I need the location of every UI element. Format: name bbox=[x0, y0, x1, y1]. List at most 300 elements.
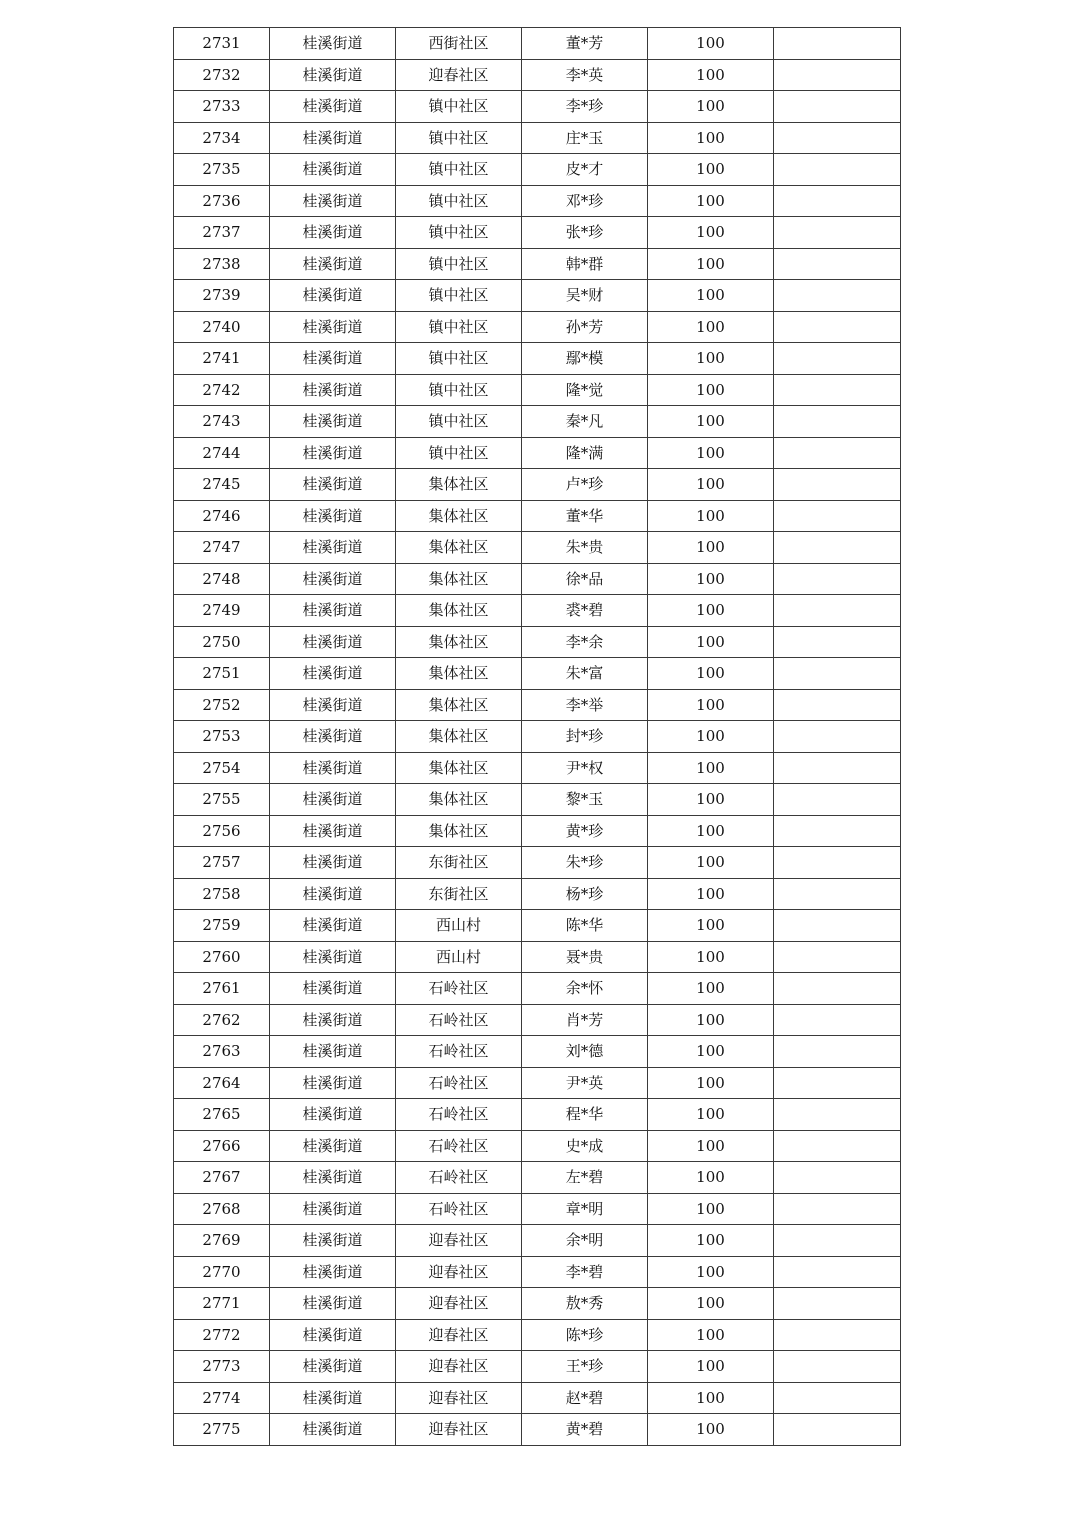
cell-person-name: 鄢*模 bbox=[522, 343, 648, 375]
cell-amount: 100 bbox=[648, 1036, 774, 1068]
cell-street: 桂溪街道 bbox=[270, 1036, 396, 1068]
table-row bbox=[174, 280, 901, 312]
cell-street: 桂溪街道 bbox=[270, 1130, 396, 1162]
cell-community: 石岭社区 bbox=[396, 973, 522, 1005]
table-row bbox=[174, 847, 901, 879]
cell-note bbox=[774, 1256, 901, 1288]
cell-community: 迎春社区 bbox=[396, 1256, 522, 1288]
cell-amount: 100 bbox=[648, 1319, 774, 1351]
table-row bbox=[174, 1036, 901, 1068]
cell-street: 桂溪街道 bbox=[270, 122, 396, 154]
cell-community: 迎春社区 bbox=[396, 1225, 522, 1257]
cell-person-name: 赵*碧 bbox=[522, 1382, 648, 1414]
cell-amount: 100 bbox=[648, 1351, 774, 1383]
cell-amount: 100 bbox=[648, 784, 774, 816]
cell-person-name: 李*碧 bbox=[522, 1256, 648, 1288]
cell-community: 石岭社区 bbox=[396, 1004, 522, 1036]
cell-serial-number: 2752 bbox=[174, 689, 270, 721]
cell-street: 桂溪街道 bbox=[270, 1193, 396, 1225]
cell-street: 桂溪街道 bbox=[270, 941, 396, 973]
cell-person-name: 肖*芳 bbox=[522, 1004, 648, 1036]
cell-note bbox=[774, 1130, 901, 1162]
cell-note bbox=[774, 217, 901, 249]
cell-amount: 100 bbox=[648, 469, 774, 501]
cell-note bbox=[774, 689, 901, 721]
cell-note bbox=[774, 1162, 901, 1194]
cell-amount: 100 bbox=[648, 1130, 774, 1162]
cell-amount: 100 bbox=[648, 437, 774, 469]
cell-note bbox=[774, 721, 901, 753]
cell-amount: 100 bbox=[648, 563, 774, 595]
cell-serial-number: 2769 bbox=[174, 1225, 270, 1257]
cell-serial-number: 2751 bbox=[174, 658, 270, 690]
cell-street: 桂溪街道 bbox=[270, 910, 396, 942]
cell-note bbox=[774, 752, 901, 784]
cell-community: 镇中社区 bbox=[396, 311, 522, 343]
cell-street: 桂溪街道 bbox=[270, 154, 396, 186]
cell-street: 桂溪街道 bbox=[270, 217, 396, 249]
cell-note bbox=[774, 1004, 901, 1036]
cell-community: 镇中社区 bbox=[396, 343, 522, 375]
cell-community: 集体社区 bbox=[396, 626, 522, 658]
cell-note bbox=[774, 1036, 901, 1068]
cell-note bbox=[774, 532, 901, 564]
table-row bbox=[174, 1319, 901, 1351]
cell-serial-number: 2764 bbox=[174, 1067, 270, 1099]
table-row bbox=[174, 658, 901, 690]
table-row bbox=[174, 815, 901, 847]
cell-community: 迎春社区 bbox=[396, 1351, 522, 1383]
cell-note bbox=[774, 1225, 901, 1257]
cell-amount: 100 bbox=[648, 847, 774, 879]
cell-note bbox=[774, 91, 901, 123]
cell-community: 石岭社区 bbox=[396, 1036, 522, 1068]
table-row bbox=[174, 311, 901, 343]
table-row bbox=[174, 1099, 901, 1131]
cell-serial-number: 2759 bbox=[174, 910, 270, 942]
cell-person-name: 敖*秀 bbox=[522, 1288, 648, 1320]
cell-community: 迎春社区 bbox=[396, 1288, 522, 1320]
cell-serial-number: 2739 bbox=[174, 280, 270, 312]
table-row bbox=[174, 1004, 901, 1036]
cell-amount: 100 bbox=[648, 1162, 774, 1194]
table-row bbox=[174, 500, 901, 532]
cell-community: 集体社区 bbox=[396, 595, 522, 627]
cell-community: 集体社区 bbox=[396, 784, 522, 816]
cell-serial-number: 2771 bbox=[174, 1288, 270, 1320]
table-row bbox=[174, 1288, 901, 1320]
table-row bbox=[174, 406, 901, 438]
cell-community: 镇中社区 bbox=[396, 280, 522, 312]
table-row bbox=[174, 1225, 901, 1257]
cell-person-name: 孙*芳 bbox=[522, 311, 648, 343]
table-row bbox=[174, 374, 901, 406]
cell-street: 桂溪街道 bbox=[270, 1351, 396, 1383]
roster-table bbox=[173, 27, 901, 1446]
cell-note bbox=[774, 595, 901, 627]
cell-amount: 100 bbox=[648, 217, 774, 249]
cell-serial-number: 2744 bbox=[174, 437, 270, 469]
cell-serial-number: 2750 bbox=[174, 626, 270, 658]
cell-person-name: 徐*品 bbox=[522, 563, 648, 595]
table-row bbox=[174, 626, 901, 658]
cell-community: 迎春社区 bbox=[396, 1382, 522, 1414]
cell-serial-number: 2740 bbox=[174, 311, 270, 343]
cell-note bbox=[774, 1288, 901, 1320]
cell-amount: 100 bbox=[648, 1099, 774, 1131]
cell-street: 桂溪街道 bbox=[270, 752, 396, 784]
cell-serial-number: 2755 bbox=[174, 784, 270, 816]
cell-amount: 100 bbox=[648, 122, 774, 154]
cell-note bbox=[774, 1067, 901, 1099]
table-row bbox=[174, 1067, 901, 1099]
cell-note bbox=[774, 59, 901, 91]
cell-note bbox=[774, 469, 901, 501]
cell-serial-number: 2766 bbox=[174, 1130, 270, 1162]
cell-person-name: 庄*玉 bbox=[522, 122, 648, 154]
cell-person-name: 董*芳 bbox=[522, 28, 648, 60]
cell-amount: 100 bbox=[648, 941, 774, 973]
cell-serial-number: 2774 bbox=[174, 1382, 270, 1414]
cell-amount: 100 bbox=[648, 28, 774, 60]
table-row bbox=[174, 1162, 901, 1194]
table-row bbox=[174, 973, 901, 1005]
cell-note bbox=[774, 311, 901, 343]
cell-person-name: 黎*玉 bbox=[522, 784, 648, 816]
cell-note bbox=[774, 122, 901, 154]
cell-person-name: 韩*群 bbox=[522, 248, 648, 280]
cell-serial-number: 2743 bbox=[174, 406, 270, 438]
cell-note bbox=[774, 374, 901, 406]
cell-street: 桂溪街道 bbox=[270, 343, 396, 375]
cell-community: 集体社区 bbox=[396, 658, 522, 690]
cell-community: 石岭社区 bbox=[396, 1162, 522, 1194]
cell-community: 集体社区 bbox=[396, 532, 522, 564]
cell-street: 桂溪街道 bbox=[270, 469, 396, 501]
cell-amount: 100 bbox=[648, 658, 774, 690]
cell-community: 东街社区 bbox=[396, 878, 522, 910]
cell-serial-number: 2762 bbox=[174, 1004, 270, 1036]
table-row bbox=[174, 595, 901, 627]
cell-note bbox=[774, 1319, 901, 1351]
cell-street: 桂溪街道 bbox=[270, 1256, 396, 1288]
cell-person-name: 李*余 bbox=[522, 626, 648, 658]
cell-street: 桂溪街道 bbox=[270, 1099, 396, 1131]
cell-serial-number: 2737 bbox=[174, 217, 270, 249]
cell-note bbox=[774, 658, 901, 690]
cell-serial-number: 2765 bbox=[174, 1099, 270, 1131]
cell-amount: 100 bbox=[648, 91, 774, 123]
cell-note bbox=[774, 437, 901, 469]
cell-person-name: 卢*珍 bbox=[522, 469, 648, 501]
cell-community: 集体社区 bbox=[396, 500, 522, 532]
cell-street: 桂溪街道 bbox=[270, 437, 396, 469]
cell-person-name: 刘*德 bbox=[522, 1036, 648, 1068]
cell-note bbox=[774, 1382, 901, 1414]
cell-community: 镇中社区 bbox=[396, 217, 522, 249]
table-row bbox=[174, 122, 901, 154]
table-row bbox=[174, 1193, 901, 1225]
cell-serial-number: 2738 bbox=[174, 248, 270, 280]
cell-street: 桂溪街道 bbox=[270, 374, 396, 406]
cell-note bbox=[774, 847, 901, 879]
cell-serial-number: 2735 bbox=[174, 154, 270, 186]
cell-person-name: 吴*财 bbox=[522, 280, 648, 312]
cell-amount: 100 bbox=[648, 1193, 774, 1225]
cell-person-name: 章*明 bbox=[522, 1193, 648, 1225]
cell-street: 桂溪街道 bbox=[270, 1225, 396, 1257]
cell-community: 镇中社区 bbox=[396, 154, 522, 186]
cell-person-name: 李*珍 bbox=[522, 91, 648, 123]
cell-street: 桂溪街道 bbox=[270, 185, 396, 217]
cell-amount: 100 bbox=[648, 752, 774, 784]
cell-note bbox=[774, 28, 901, 60]
cell-community: 集体社区 bbox=[396, 752, 522, 784]
table-row bbox=[174, 1382, 901, 1414]
table-row bbox=[174, 721, 901, 753]
cell-community: 西山村 bbox=[396, 910, 522, 942]
cell-street: 桂溪街道 bbox=[270, 563, 396, 595]
cell-amount: 100 bbox=[648, 626, 774, 658]
cell-amount: 100 bbox=[648, 1288, 774, 1320]
cell-serial-number: 2756 bbox=[174, 815, 270, 847]
table-row bbox=[174, 185, 901, 217]
cell-community: 镇中社区 bbox=[396, 248, 522, 280]
cell-street: 桂溪街道 bbox=[270, 721, 396, 753]
table-row bbox=[174, 437, 901, 469]
cell-street: 桂溪街道 bbox=[270, 847, 396, 879]
cell-serial-number: 2761 bbox=[174, 973, 270, 1005]
cell-community: 集体社区 bbox=[396, 689, 522, 721]
cell-amount: 100 bbox=[648, 878, 774, 910]
cell-serial-number: 2767 bbox=[174, 1162, 270, 1194]
cell-serial-number: 2760 bbox=[174, 941, 270, 973]
cell-street: 桂溪街道 bbox=[270, 1319, 396, 1351]
cell-amount: 100 bbox=[648, 1225, 774, 1257]
cell-community: 石岭社区 bbox=[396, 1193, 522, 1225]
cell-note bbox=[774, 280, 901, 312]
cell-street: 桂溪街道 bbox=[270, 280, 396, 312]
cell-street: 桂溪街道 bbox=[270, 248, 396, 280]
table-row bbox=[174, 59, 901, 91]
cell-amount: 100 bbox=[648, 1067, 774, 1099]
cell-community: 西山村 bbox=[396, 941, 522, 973]
table-row bbox=[174, 217, 901, 249]
cell-note bbox=[774, 784, 901, 816]
cell-community: 镇中社区 bbox=[396, 91, 522, 123]
cell-serial-number: 2731 bbox=[174, 28, 270, 60]
table-row bbox=[174, 469, 901, 501]
cell-note bbox=[774, 563, 901, 595]
cell-person-name: 王*珍 bbox=[522, 1351, 648, 1383]
cell-amount: 100 bbox=[648, 910, 774, 942]
cell-person-name: 张*珍 bbox=[522, 217, 648, 249]
cell-person-name: 皮*才 bbox=[522, 154, 648, 186]
table-row bbox=[174, 1414, 901, 1446]
cell-amount: 100 bbox=[648, 311, 774, 343]
cell-amount: 100 bbox=[648, 532, 774, 564]
cell-amount: 100 bbox=[648, 1382, 774, 1414]
cell-serial-number: 2772 bbox=[174, 1319, 270, 1351]
cell-person-name: 隆*觉 bbox=[522, 374, 648, 406]
cell-community: 迎春社区 bbox=[396, 1319, 522, 1351]
table-row bbox=[174, 343, 901, 375]
cell-street: 桂溪街道 bbox=[270, 1067, 396, 1099]
cell-street: 桂溪街道 bbox=[270, 878, 396, 910]
cell-note bbox=[774, 154, 901, 186]
cell-note bbox=[774, 626, 901, 658]
table-row bbox=[174, 1256, 901, 1288]
table-row bbox=[174, 941, 901, 973]
table-row bbox=[174, 784, 901, 816]
cell-community: 迎春社区 bbox=[396, 59, 522, 91]
table-row bbox=[174, 1351, 901, 1383]
cell-street: 桂溪街道 bbox=[270, 689, 396, 721]
cell-street: 桂溪街道 bbox=[270, 532, 396, 564]
cell-person-name: 史*成 bbox=[522, 1130, 648, 1162]
cell-person-name: 裘*碧 bbox=[522, 595, 648, 627]
table-row bbox=[174, 563, 901, 595]
cell-street: 桂溪街道 bbox=[270, 1382, 396, 1414]
cell-community: 迎春社区 bbox=[396, 1414, 522, 1446]
cell-serial-number: 2757 bbox=[174, 847, 270, 879]
cell-serial-number: 2741 bbox=[174, 343, 270, 375]
cell-street: 桂溪街道 bbox=[270, 1162, 396, 1194]
cell-serial-number: 2768 bbox=[174, 1193, 270, 1225]
table-row bbox=[174, 91, 901, 123]
cell-person-name: 黄*碧 bbox=[522, 1414, 648, 1446]
cell-serial-number: 2745 bbox=[174, 469, 270, 501]
cell-community: 西街社区 bbox=[396, 28, 522, 60]
cell-serial-number: 2746 bbox=[174, 500, 270, 532]
cell-person-name: 余*怀 bbox=[522, 973, 648, 1005]
cell-amount: 100 bbox=[648, 248, 774, 280]
cell-street: 桂溪街道 bbox=[270, 91, 396, 123]
cell-community: 集体社区 bbox=[396, 469, 522, 501]
cell-serial-number: 2734 bbox=[174, 122, 270, 154]
cell-amount: 100 bbox=[648, 280, 774, 312]
cell-amount: 100 bbox=[648, 1256, 774, 1288]
table-row bbox=[174, 689, 901, 721]
cell-person-name: 封*珍 bbox=[522, 721, 648, 753]
cell-amount: 100 bbox=[648, 59, 774, 91]
cell-street: 桂溪街道 bbox=[270, 784, 396, 816]
cell-street: 桂溪街道 bbox=[270, 59, 396, 91]
cell-street: 桂溪街道 bbox=[270, 28, 396, 60]
cell-street: 桂溪街道 bbox=[270, 1288, 396, 1320]
cell-person-name: 朱*贵 bbox=[522, 532, 648, 564]
cell-amount: 100 bbox=[648, 185, 774, 217]
cell-community: 集体社区 bbox=[396, 721, 522, 753]
cell-note bbox=[774, 1351, 901, 1383]
table-row bbox=[174, 532, 901, 564]
cell-serial-number: 2732 bbox=[174, 59, 270, 91]
cell-person-name: 程*华 bbox=[522, 1099, 648, 1131]
cell-note bbox=[774, 1099, 901, 1131]
cell-person-name: 黄*珍 bbox=[522, 815, 648, 847]
cell-community: 镇中社区 bbox=[396, 437, 522, 469]
cell-serial-number: 2749 bbox=[174, 595, 270, 627]
cell-person-name: 李*英 bbox=[522, 59, 648, 91]
cell-community: 石岭社区 bbox=[396, 1099, 522, 1131]
cell-note bbox=[774, 1193, 901, 1225]
cell-community: 集体社区 bbox=[396, 815, 522, 847]
table-row bbox=[174, 1130, 901, 1162]
cell-street: 桂溪街道 bbox=[270, 311, 396, 343]
cell-person-name: 秦*凡 bbox=[522, 406, 648, 438]
cell-note bbox=[774, 185, 901, 217]
cell-community: 镇中社区 bbox=[396, 374, 522, 406]
cell-community: 石岭社区 bbox=[396, 1067, 522, 1099]
cell-note bbox=[774, 973, 901, 1005]
cell-community: 石岭社区 bbox=[396, 1130, 522, 1162]
cell-person-name: 陈*珍 bbox=[522, 1319, 648, 1351]
cell-amount: 100 bbox=[648, 343, 774, 375]
cell-serial-number: 2770 bbox=[174, 1256, 270, 1288]
cell-person-name: 朱*珍 bbox=[522, 847, 648, 879]
cell-note bbox=[774, 910, 901, 942]
cell-serial-number: 2763 bbox=[174, 1036, 270, 1068]
cell-community: 镇中社区 bbox=[396, 185, 522, 217]
table-row bbox=[174, 248, 901, 280]
cell-serial-number: 2736 bbox=[174, 185, 270, 217]
cell-street: 桂溪街道 bbox=[270, 500, 396, 532]
cell-street: 桂溪街道 bbox=[270, 1414, 396, 1446]
cell-person-name: 左*碧 bbox=[522, 1162, 648, 1194]
cell-amount: 100 bbox=[648, 154, 774, 186]
cell-amount: 100 bbox=[648, 500, 774, 532]
cell-person-name: 隆*满 bbox=[522, 437, 648, 469]
cell-person-name: 邓*珍 bbox=[522, 185, 648, 217]
cell-serial-number: 2773 bbox=[174, 1351, 270, 1383]
cell-person-name: 李*举 bbox=[522, 689, 648, 721]
cell-street: 桂溪街道 bbox=[270, 815, 396, 847]
cell-street: 桂溪街道 bbox=[270, 658, 396, 690]
cell-street: 桂溪街道 bbox=[270, 1004, 396, 1036]
cell-street: 桂溪街道 bbox=[270, 626, 396, 658]
cell-amount: 100 bbox=[648, 973, 774, 1005]
cell-person-name: 朱*富 bbox=[522, 658, 648, 690]
cell-serial-number: 2758 bbox=[174, 878, 270, 910]
cell-note bbox=[774, 500, 901, 532]
cell-street: 桂溪街道 bbox=[270, 973, 396, 1005]
cell-person-name: 尹*权 bbox=[522, 752, 648, 784]
cell-amount: 100 bbox=[648, 721, 774, 753]
cell-person-name: 陈*华 bbox=[522, 910, 648, 942]
cell-amount: 100 bbox=[648, 374, 774, 406]
cell-note bbox=[774, 1414, 901, 1446]
cell-person-name: 尹*英 bbox=[522, 1067, 648, 1099]
cell-community: 集体社区 bbox=[396, 563, 522, 595]
cell-note bbox=[774, 941, 901, 973]
cell-serial-number: 2742 bbox=[174, 374, 270, 406]
table-row bbox=[174, 154, 901, 186]
cell-street: 桂溪街道 bbox=[270, 406, 396, 438]
cell-amount: 100 bbox=[648, 689, 774, 721]
roster-table-body bbox=[174, 28, 901, 1446]
cell-serial-number: 2753 bbox=[174, 721, 270, 753]
cell-person-name: 余*明 bbox=[522, 1225, 648, 1257]
cell-community: 镇中社区 bbox=[396, 406, 522, 438]
cell-amount: 100 bbox=[648, 406, 774, 438]
cell-person-name: 杨*珍 bbox=[522, 878, 648, 910]
cell-note bbox=[774, 248, 901, 280]
cell-serial-number: 2775 bbox=[174, 1414, 270, 1446]
cell-note bbox=[774, 815, 901, 847]
table-row bbox=[174, 752, 901, 784]
cell-serial-number: 2754 bbox=[174, 752, 270, 784]
cell-note bbox=[774, 343, 901, 375]
